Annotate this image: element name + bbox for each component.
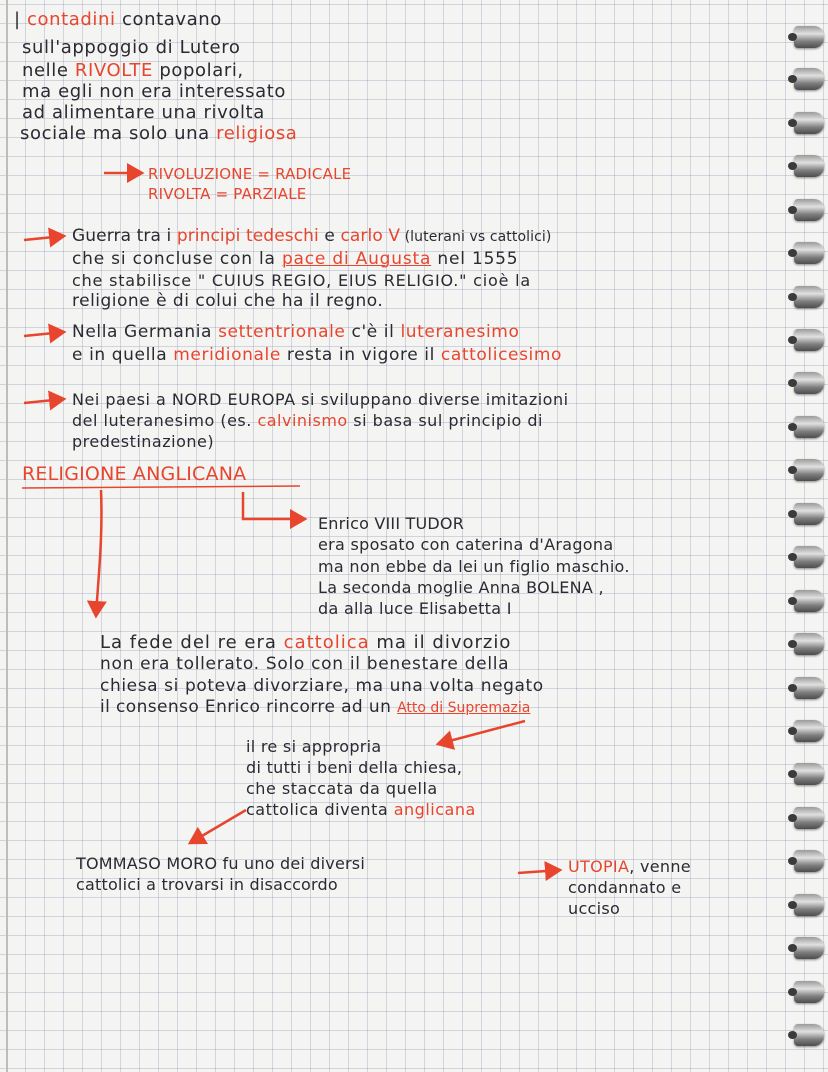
spiral-ring [794,633,824,655]
note-line: del luteranesimo (es. calvinismo si basa sul principio di [72,411,543,430]
highlight-anglicana: anglicana [393,800,476,819]
note-line: TOMMASO MORO fu uno dei diversi [76,854,365,873]
highlight-settentrionale: settentrionale [218,322,346,342]
highlight-luteranesimo: luteranesimo [400,322,520,342]
note-line: di tutti i beni della chiesa, [246,758,463,777]
spiral-ring [794,981,824,1003]
highlight-rivolte: RIVOLTE [74,60,153,81]
arrow-germany [24,332,64,336]
spiral-ring [794,372,824,394]
spiral-ring [794,546,824,568]
spiral-binding [788,0,828,1072]
note-line: La fede del re era cattolica ma il divorzio [100,632,512,653]
spiral-ring [794,155,824,177]
spiral-ring [794,677,824,699]
spiral-ring [794,807,824,829]
note-line: religione è di colui che ha il regno. [72,291,384,311]
arrow-king-to-moro [190,810,246,843]
spiral-ring [794,242,824,264]
highlight-utopia: UTOPIA [568,857,630,876]
note-line: da alla luce Elisabetta I [318,599,512,618]
spiral-ring [794,937,824,959]
highlight-contadini: contadini [27,9,116,30]
arrow-war [24,236,64,240]
spiral-ring [794,26,824,48]
highlight-cattolicesimo: cattolicesimo [440,345,563,365]
spiral-ring [794,763,824,785]
note-line: ad alimentare una rivolta [22,102,265,123]
note-line: sull'appoggio di Lutero [22,37,241,58]
note-line: era sposato con caterina d'Aragona [318,535,614,554]
highlight-religiosa: religiosa [216,123,298,144]
spiral-ring [794,416,824,438]
definition-rivolta: RIVOLTA = PARZIALE [148,185,307,203]
note-line: Nella Germania settentrionale c'è il luteranesimo [72,322,520,342]
note-line: che stabilisce " CUIUS REGIO, EIUS RELIGIO." cioè la [72,271,531,290]
highlight-carlo-v: carlo V [340,226,401,246]
spiral-ring [794,590,824,612]
spiral-ring [794,329,824,351]
note-line: Guerra tra i principi tedeschi e carlo V (luterani vs cattolici) [72,226,552,246]
note-line: che staccata da quella [246,779,438,798]
highlight-cattolica: cattolica [283,632,370,653]
note-line: Nei paesi a NORD EUROPA si sviluppano diverse imitazioni [72,390,569,409]
arrow-to-utopia [518,870,560,873]
highlight-atto-supremazia: Atto di Supremazia [397,700,531,716]
note-line: cattolica diventa anglicana [246,800,476,819]
note-line: cattolici a trovarsi in disaccordo [76,875,338,894]
arrow-north [24,399,64,403]
underline-anglicana [22,486,300,488]
note-line: predestinazione) [72,432,215,451]
note-line: Enrico VIII TUDOR [318,514,465,533]
note-line: il consenso Enrico rincorre ad un Atto di Supremazia [100,697,531,717]
note-line: e in quella meridionale resta in vigore il cattolicesimo [72,345,563,365]
highlight-pace-augusta: pace di Augusta [281,249,432,269]
note-line: ma non ebbe da lei un figlio maschio. [318,557,630,576]
note-line: il re si appropria [246,737,382,756]
note-line: UTOPIA, venne [568,857,691,876]
arrow-atto-to-king [438,721,525,744]
note-line: ma egli non era interessato [22,81,286,102]
spiral-ring [794,68,824,90]
definition-rivoluzione: RIVOLUZIONE = RADICALE [148,165,352,183]
spiral-ring [794,503,824,525]
spiral-ring [794,720,824,742]
note-line: nelle RIVOLTE popolari, [22,60,244,81]
arrow-title-down [96,490,101,616]
section-title-anglicana: RELIGIONE ANGLICANA [22,463,247,485]
spiral-ring [794,459,824,481]
highlight-calvinismo: calvinismo [257,411,348,430]
spiral-ring [794,1024,824,1046]
note-line: sociale ma solo una religiosa [20,123,298,144]
note-line: che si concluse con la pace di Augusta nel 1555 [72,249,519,269]
highlight-meridionale: meridionale [173,345,281,365]
note-line: La seconda moglie Anna BOLENA , [318,578,604,597]
spiral-ring [794,286,824,308]
spiral-ring [794,894,824,916]
arrow-to-enrico [243,492,305,519]
note-line: | contadini contavano [14,9,222,30]
spiral-ring [794,112,824,134]
highlight-principi: principi tedeschi [176,226,319,246]
note-line: ucciso [568,899,621,918]
spiral-ring [794,199,824,221]
note-line: non era tollerato. Solo con il benestare della [100,654,510,674]
spiral-ring [794,850,824,872]
note-line: chiesa si poteva divorziare, ma una volta negato [100,676,544,696]
note-line: condannato e [568,878,682,897]
